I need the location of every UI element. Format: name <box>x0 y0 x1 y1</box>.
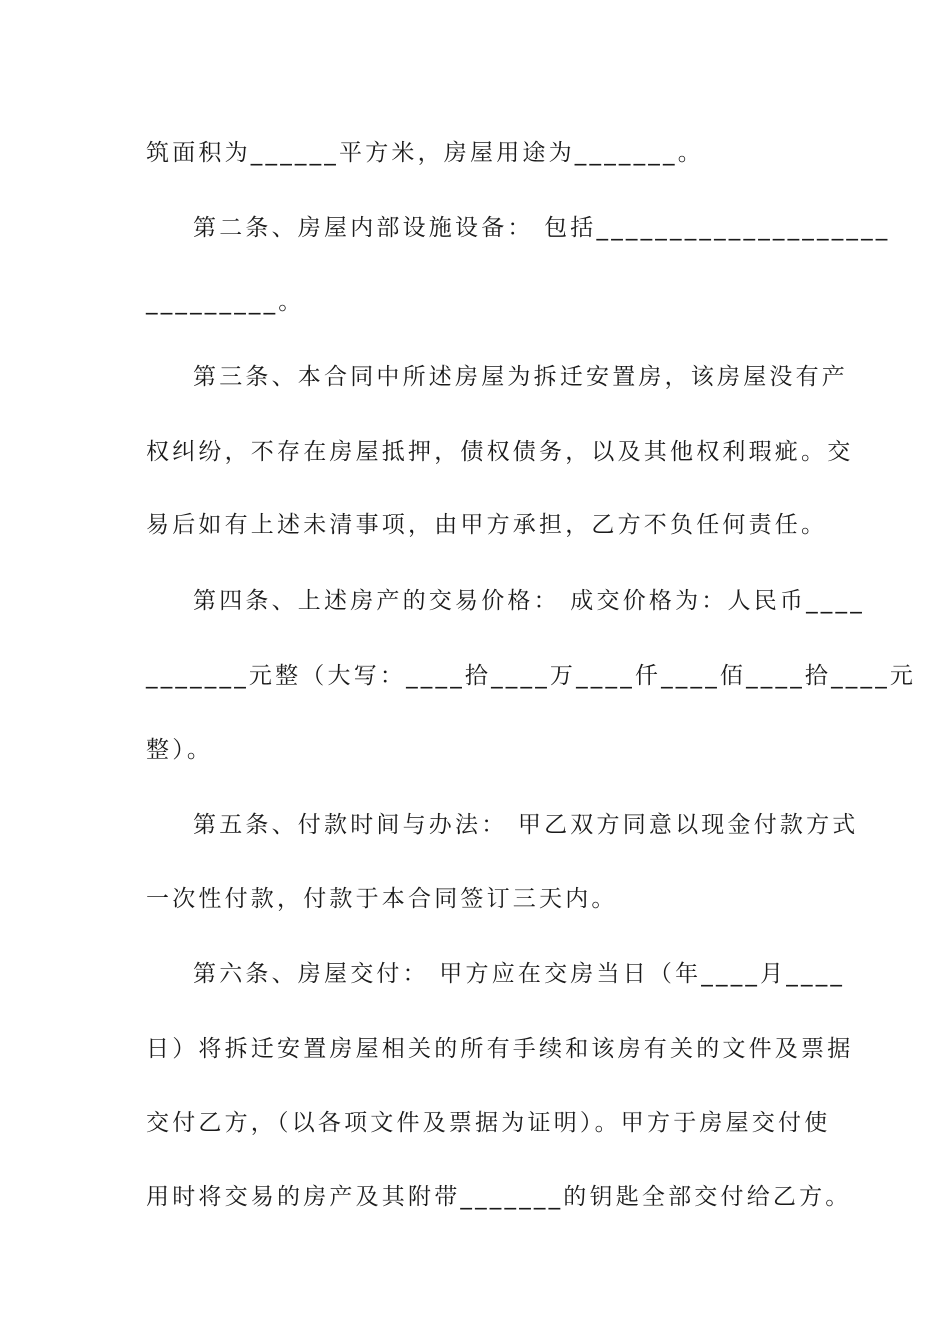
text-line-article-6: 第六条、房屋交付： 甲方应在交房当日（年____月____ <box>193 961 846 987</box>
text-line-article-3-cont-1: 权纠纷，不存在房屋抵押，债权债务，以及其他权利瑕疵。交 <box>146 439 854 465</box>
text-line-article-5: 第五条、付款时间与办法： 甲乙双方同意以现金付款方式 <box>193 812 859 838</box>
text-line-article-5-cont: 一次性付款，付款于本合同签订三天内。 <box>146 886 618 912</box>
text-line-article-6-cont-2: 交付乙方，（以各项文件及票据为证明）。甲方于房屋交付使 <box>146 1110 831 1136</box>
text-line-article-6-cont-1: 日）将拆迁安置房屋相关的所有手续和该房有关的文件及票据 <box>146 1036 854 1062</box>
text-line-article-3: 第三条、本合同中所述房屋为拆迁安置房，该房屋没有产 <box>193 364 848 390</box>
text-line-article-3-cont-2: 易后如有上述未清事项，由甲方承担，乙方不负任何责任。 <box>146 512 828 538</box>
text-line-article-4-cont-1: _______元整（大写：____拾____万____仟____佰____拾____元 <box>146 663 917 689</box>
text-line-floor-area: 筑面积为______平方米，房屋用途为_______。 <box>146 140 704 166</box>
text-line-article-6-cont-3: 用时将交易的房产及其附带_______的钥匙全部交付给乙方。 <box>146 1184 852 1210</box>
text-line-article-4: 第四条、上述房产的交易价格： 成交价格为：人民币____ <box>193 588 865 614</box>
text-line-article-4-cont-2: 整）。 <box>146 737 214 763</box>
text-line-article-2: 第二条、房屋内部设施设备： 包括____________________ <box>193 215 891 241</box>
text-line-article-2-cont: _________。 <box>146 289 305 315</box>
